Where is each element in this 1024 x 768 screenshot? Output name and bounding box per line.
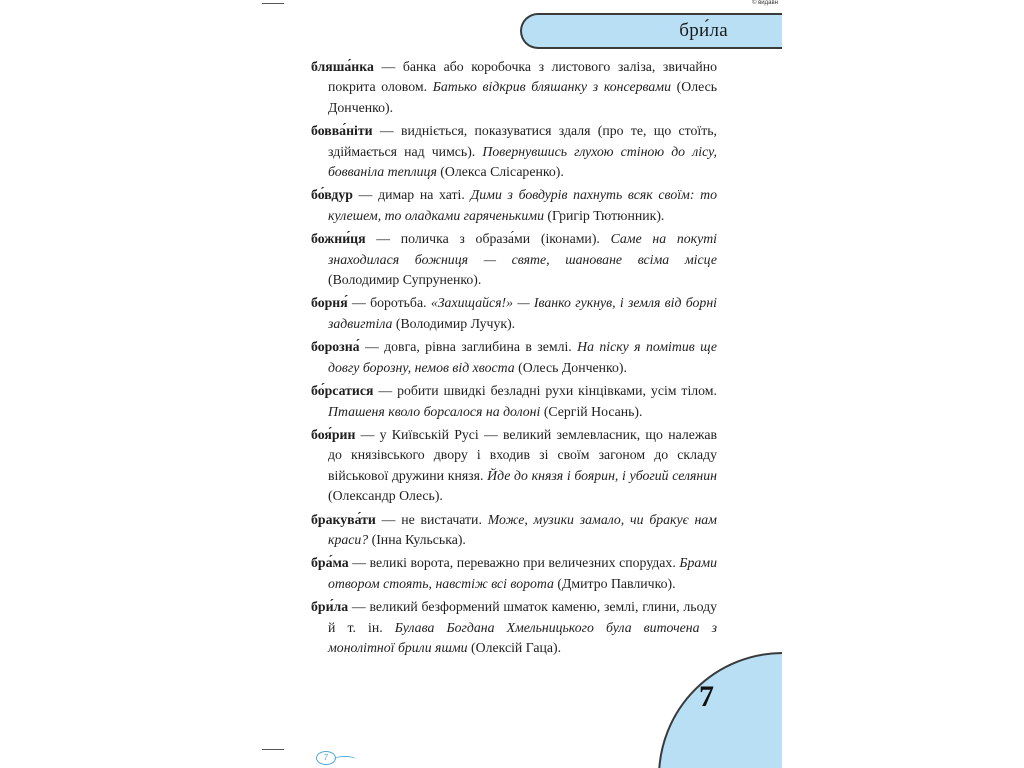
dictionary-entry bbox=[311, 229, 717, 290]
example-source: (Володимир Супруненко). bbox=[328, 272, 482, 288]
example-source: (Олесь Донченко). bbox=[328, 79, 717, 115]
definition: — великі ворота, переважно при величезних спорудах. bbox=[348, 555, 680, 571]
definition: — димар на хаті. bbox=[352, 187, 471, 203]
headword: бо́рсатися bbox=[311, 383, 374, 399]
definition: — великий безформений шматок каменю, землі, глини, льоду й т. ін. bbox=[328, 599, 717, 635]
publisher-logo: © видавн bbox=[752, 0, 778, 6]
dictionary-entry bbox=[311, 597, 717, 658]
example-source: (Олексій Гаца). bbox=[467, 639, 562, 655]
dictionary-entry bbox=[311, 337, 717, 378]
example-quote: Дими з бовдурів пахнуть всяк своїм: то кулешем, то оладками гаряченькими bbox=[328, 187, 717, 223]
dictionary-entry bbox=[311, 293, 717, 334]
example-source: (Олесь Донченко). bbox=[514, 359, 627, 375]
example-source: (Олександр Олесь). bbox=[328, 488, 443, 504]
definition: — боротьба. bbox=[347, 295, 431, 311]
dictionary-entry bbox=[311, 553, 717, 594]
dictionary-page bbox=[262, 0, 782, 768]
example-quote: Саме на покуті знаходилася божниця — святе, шановане всіма місце bbox=[328, 231, 717, 267]
running-header-word: бри́ла bbox=[679, 20, 728, 41]
definition: — не вистачати. bbox=[375, 511, 488, 527]
page-number: 7 bbox=[699, 680, 714, 713]
definition: — поличка з образа́ми (іконами). bbox=[365, 231, 611, 247]
definition: — довга, рівна заглибина в землі. bbox=[359, 339, 578, 355]
dictionary-entry bbox=[311, 510, 717, 551]
entries-list bbox=[311, 57, 717, 661]
bottom-crop-mark bbox=[262, 749, 284, 750]
footer-swirl-ornament bbox=[334, 756, 356, 763]
example-quote: Може, музики замало, чи бракує нам краси? bbox=[328, 511, 717, 547]
example-quote: Йде до князя і боярин, і убогий селянин bbox=[487, 467, 717, 483]
headword: бляша́нка bbox=[311, 59, 374, 74]
example-quote: Батько відкрив бляшанку з консервами bbox=[432, 79, 671, 95]
dictionary-entry bbox=[311, 121, 717, 182]
example-quote: Пташеня кволо борсалося на долоні bbox=[328, 403, 541, 419]
headword: боя́рин bbox=[311, 426, 356, 442]
example-quote: «Захищайся!» — Іванко гукнув, і земля від борні задвигтіла bbox=[328, 295, 718, 331]
definition: — робити швидкі безладні рухи кінцівками, усім тілом. bbox=[373, 383, 717, 399]
headword: бра́ма bbox=[311, 555, 349, 571]
headword: бовва́ніти bbox=[311, 123, 373, 139]
headword: бо́вдур bbox=[311, 187, 353, 203]
example-source: (Сергій Носань). bbox=[540, 403, 643, 419]
example-source: (Володимир Лучук). bbox=[392, 315, 516, 331]
example-source: (Григір Тютюнник). bbox=[543, 207, 665, 223]
example-source: (Олекса Слісаренко). bbox=[436, 164, 564, 180]
example-quote: Булава Богдана Хмельницького була виточена з монолітної брили яшми bbox=[328, 619, 717, 655]
example-source: (Дмитро Павличко). bbox=[553, 575, 676, 591]
dictionary-entry bbox=[311, 425, 717, 507]
page-corner-circle bbox=[658, 652, 782, 768]
headword: бракува́ти bbox=[311, 511, 376, 527]
headword: бри́ла bbox=[311, 599, 349, 615]
example-quote: На піску я помітив ще довгу борозну, немов від хвоста bbox=[328, 339, 717, 375]
top-crop-mark bbox=[262, 3, 284, 4]
example-source: (Інна Кульська). bbox=[368, 531, 466, 547]
definition: — у Київській Русі — великий землевласник, що належав до князівського двору і входив зі своїм загоном до складу військової дружини князя. bbox=[328, 426, 717, 483]
dictionary-entry bbox=[311, 57, 717, 118]
dictionary-entry bbox=[311, 185, 717, 226]
footer-page-number: 7 bbox=[316, 751, 336, 765]
headword: борня́ bbox=[311, 295, 348, 311]
dictionary-entry bbox=[311, 381, 717, 422]
headword: борозна́ bbox=[311, 339, 360, 355]
running-header-tab bbox=[520, 13, 782, 49]
example-quote: Брами отвором стоять, навстіж всі ворота bbox=[328, 555, 717, 591]
headword: божни́ця bbox=[311, 231, 366, 247]
definition: — банка або коробочка з листового заліза, звичайно покрита оловом. bbox=[328, 59, 717, 95]
definition: — видніється, показуватися здаля (про те, що стоїть, здіймається над чимсь). bbox=[328, 123, 717, 159]
example-quote: Повернувшись глухою стіною до лісу, бовваніла теплиця bbox=[328, 143, 717, 180]
